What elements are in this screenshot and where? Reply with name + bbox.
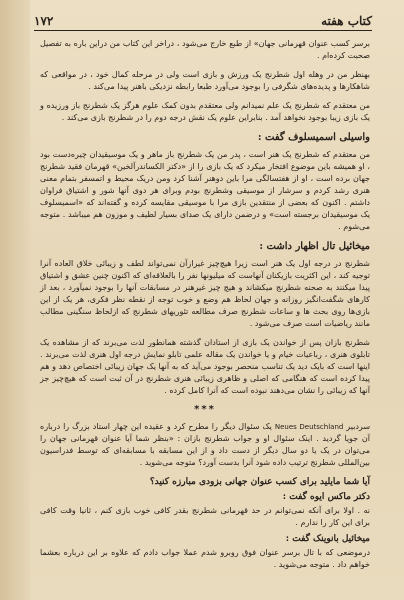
editor-label: سردبیر	[346, 422, 371, 431]
header-divider	[34, 30, 372, 31]
paragraph	[40, 421, 370, 469]
section-heading: میخائیل تال اظهار داشت :	[259, 241, 370, 252]
newspaper-name: Neues Deutschland	[274, 423, 344, 431]
question-heading: آیا شما مایلید برای کسب عنوان جهانی بزودی مبارزه کنید؟	[149, 477, 370, 487]
paragraph: شطرنج بازان پس از خواندن یک بازی از استادان گذشته همانطور لذت می‌برند که از مشاهده یک تابلوی هنری ، رباعیات خیام و یا خواندن یک مقاله علمی تابلو نمایش درجه اول هنری لذت می‌برند . اینها است که بایک دید یک تناسب منحصر بوجود می‌آید که به آنها یک جهان زیبائی اختصاص دهد و هم پیدا کرده است که هنگامی که اصلی و ظاهری زیبائی هنری شطرنج در آن ثبت است که هیچ‌چیز جز آنها که زیبائی را نشان می‌دهند نبوده است که آنرا کامل کرده .	[40, 338, 370, 395]
paragraph: بهنظر من در وهله اول شطرنج یک ورزش و بازی است ولی در مرحله کمال خود ، در مواقعی که شاهکارها و پدیده‌های شگرفی را بوجود می‌آورد طبعا رابطه نزدیکی باهنر پیدا می‌کند .	[40, 70, 370, 91]
paragraph: من معتقدم که شطرنج یک علم نمیدانم ولی معتقدم بدون کمک علوم هرگز یک شطرنج باز ورزیده و یک بازی زیبا بوجود نخواهد آمد . بنابراین علوم یک نقش درجه دوم را در شطرنج بازی می‌کند .	[40, 101, 370, 122]
journal-title: کتاب هفته	[321, 14, 372, 28]
section-heading: واسیلی اسمیسلوف گفت :	[257, 132, 370, 143]
paragraph: شطرنج در درجه اول یک هنر است زیرا هیچ‌چیز غیرازآن نمی‌تواند لطف و زیبائی خلاق العاده آنرا توجیه کند ، این اکثریت بازیکنان آنهاست که میلیونها نفر را بالعلاقه‌ای که اکنون چنین عشق و اشتیاق پیدا میکنند به صحنه شطرنج میکشاند و هیچ چیز غیرهنر در مسابقات آنها را بوجود نمیآورد ، بعد از کارهای شگفت‌انگیز روزانه و جهان لحاظ هم وضع و خوب توجه از نقطه نظر فکری، هر یک از این بازی‌ها روی بحث ها و ساعات شطرنج صرف مطالعه تئوریهای شطرنج که ازلحاظ سنگینی مطالب مانند ریاضیات است صرف می‌شود .	[40, 259, 370, 328]
section-separator: ***	[194, 404, 216, 415]
paragraph: درموضعی که با تال برسر عنوان فوق روبرو شدم عملا جواب دادم که علاوه بر این درباره بعشما خواهم داد . متوجه می‌شوید .	[40, 548, 370, 569]
paragraph: من معتقدم که شطرنج یک هنر است ، پدر من یک شطرنج باز ماهر و یک موسیقیدان چیره‌دست بود ، او همیشه باین موضوع افتخار میکرد که یک بازی را از «دکتر الکساندرآلخین» قهرمان فقید شطرنج جهان برده است ، او از هفتسالگی مرا باین دوهنر آشنا کرد ومن دریک محیط و اتمسفر بتمام معنی هنری رشد کردم و سرشار از موسیقی وشطرنج بودم وبرای هر دوی آنها شور و اشتیاق فراوان داشتم . اکنون که بعضی از منتقدین بازی مرا با موسیقی مقایسه کرده و گفته‌اند که «اسمیسلوف یک موسیقیدان برجسته است» و درضمن دارای یک صدای بسیار لطیف و موزون هم میباشد . متوجه می‌شوم .	[40, 150, 370, 231]
speaker-heading: میخائیل بانوینک گفت :	[285, 534, 370, 544]
page-binding-edge	[0, 0, 30, 600]
page-header	[34, 10, 372, 28]
page-body	[40, 38, 370, 592]
paragraph: نه . اولا برای آنکه نمی‌توانم در حد قهرمانی شطرنج بقدر کافی خوب بازی کنم ، ثانیا وقت کافی برای این کار را ندارم .	[40, 506, 370, 527]
page-number: ۱۷۲	[34, 14, 54, 28]
paragraph: برسر کسب عنوان قهرمانی جهان» از طبع خارج می‌شود ، دراخر این کتاب من دراین باره به تفصیل صحبت کرده‌ام .	[40, 39, 370, 60]
speaker-heading: دکتر ماکس ایوه گفت :	[282, 492, 370, 502]
paragraph-text: یک سئوال دیگر را مطرح کرد و عقیده این چهار استاد بزرگ را درباره آن جویا گردید . اینک سئوال او و جواب شطرنج بازان : «بنظر شما آیا عنوان قهرمانی جهان را می‌توان در یک یا دو سال دیگر از دست داد و از این مسابقه با مسابقه‌ای که توسط فدراسیون بین‌المللی شطرنج ترتیب داده شود آنرا بدست آورد؟ متوجه می‌شوید .	[40, 422, 370, 467]
